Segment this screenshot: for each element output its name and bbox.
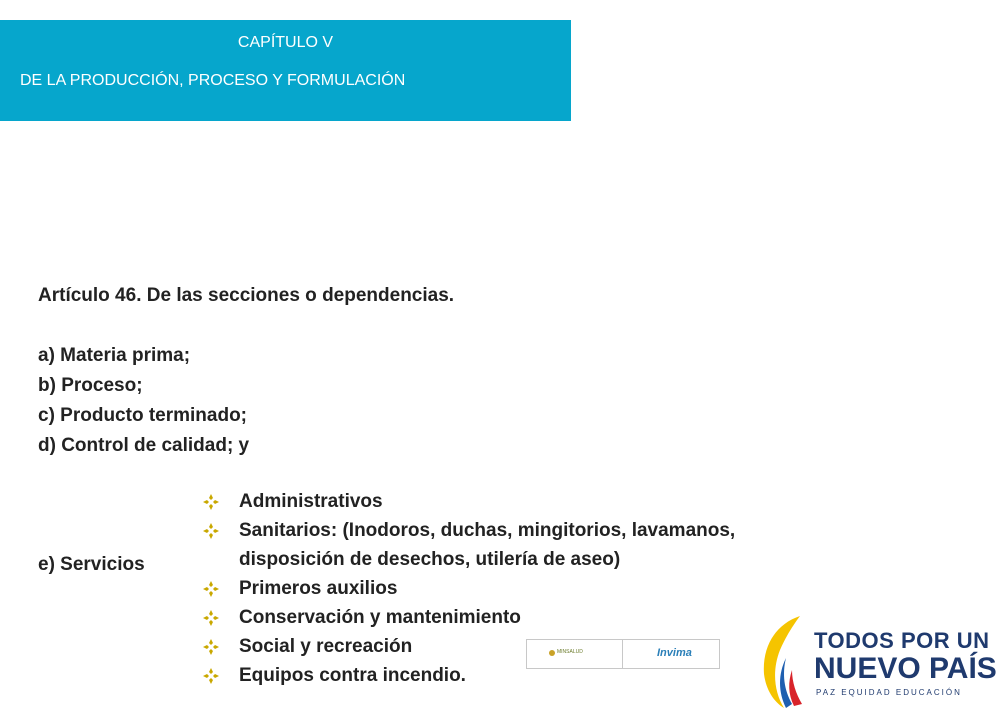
government-brand	[756, 612, 997, 712]
diamond-bullet-icon	[203, 523, 219, 539]
service-item: Equipos contra incendio.	[239, 665, 466, 686]
diamond-bullet-icon	[203, 581, 219, 597]
chapter-title: CAPÍTULO V	[237, 34, 334, 51]
partner-logos	[526, 639, 720, 669]
diamond-bullet-icon	[203, 494, 219, 510]
minsalud-logo: MINSALUD	[557, 649, 583, 655]
coat-of-arms-icon	[549, 650, 555, 656]
logo-divider	[622, 640, 623, 668]
list-item	[203, 574, 735, 603]
article-item-b: b) Proceso;	[38, 375, 143, 396]
services-label: e) Servicios	[38, 554, 145, 575]
article-item-a: a) Materia prima;	[38, 345, 191, 366]
article-item-c: c) Producto terminado;	[38, 405, 248, 426]
chapter-subtitle: DE LA PRODUCCIÓN, PROCESO Y FORMULACIÓN	[20, 72, 406, 89]
service-item: Social y recreación	[239, 636, 413, 657]
diamond-bullet-icon	[203, 610, 219, 626]
invima-logo: Invima	[657, 647, 692, 659]
diamond-bullet-icon	[203, 639, 219, 655]
list-item	[203, 603, 735, 632]
service-item: Sanitarios: (Inodoros, duchas, mingitorios, lavamanos,	[239, 520, 736, 541]
diamond-bullet-icon	[203, 668, 219, 684]
service-item: Primeros auxilios	[239, 578, 398, 599]
brand-tagline: PAZ EQUIDAD EDUCACIÓN	[816, 688, 962, 697]
list-item-continuation	[203, 545, 735, 574]
brand-line-2: NUEVO PAÍS	[814, 652, 997, 685]
list-item	[203, 487, 735, 516]
service-item: disposición de desechos, utilería de aseo)	[239, 549, 621, 570]
article-title: Artículo 46. De las secciones o dependencias.	[38, 285, 455, 306]
colombia-flag-swoosh-icon	[756, 612, 816, 712]
service-item: Administrativos	[239, 491, 383, 512]
list-item	[203, 516, 735, 545]
brand-line-1: TODOS POR UN	[814, 628, 990, 653]
article-item-d: d) Control de calidad; y	[38, 435, 250, 456]
service-item: Conservación y mantenimiento	[239, 607, 521, 628]
chapter-header	[0, 20, 571, 121]
